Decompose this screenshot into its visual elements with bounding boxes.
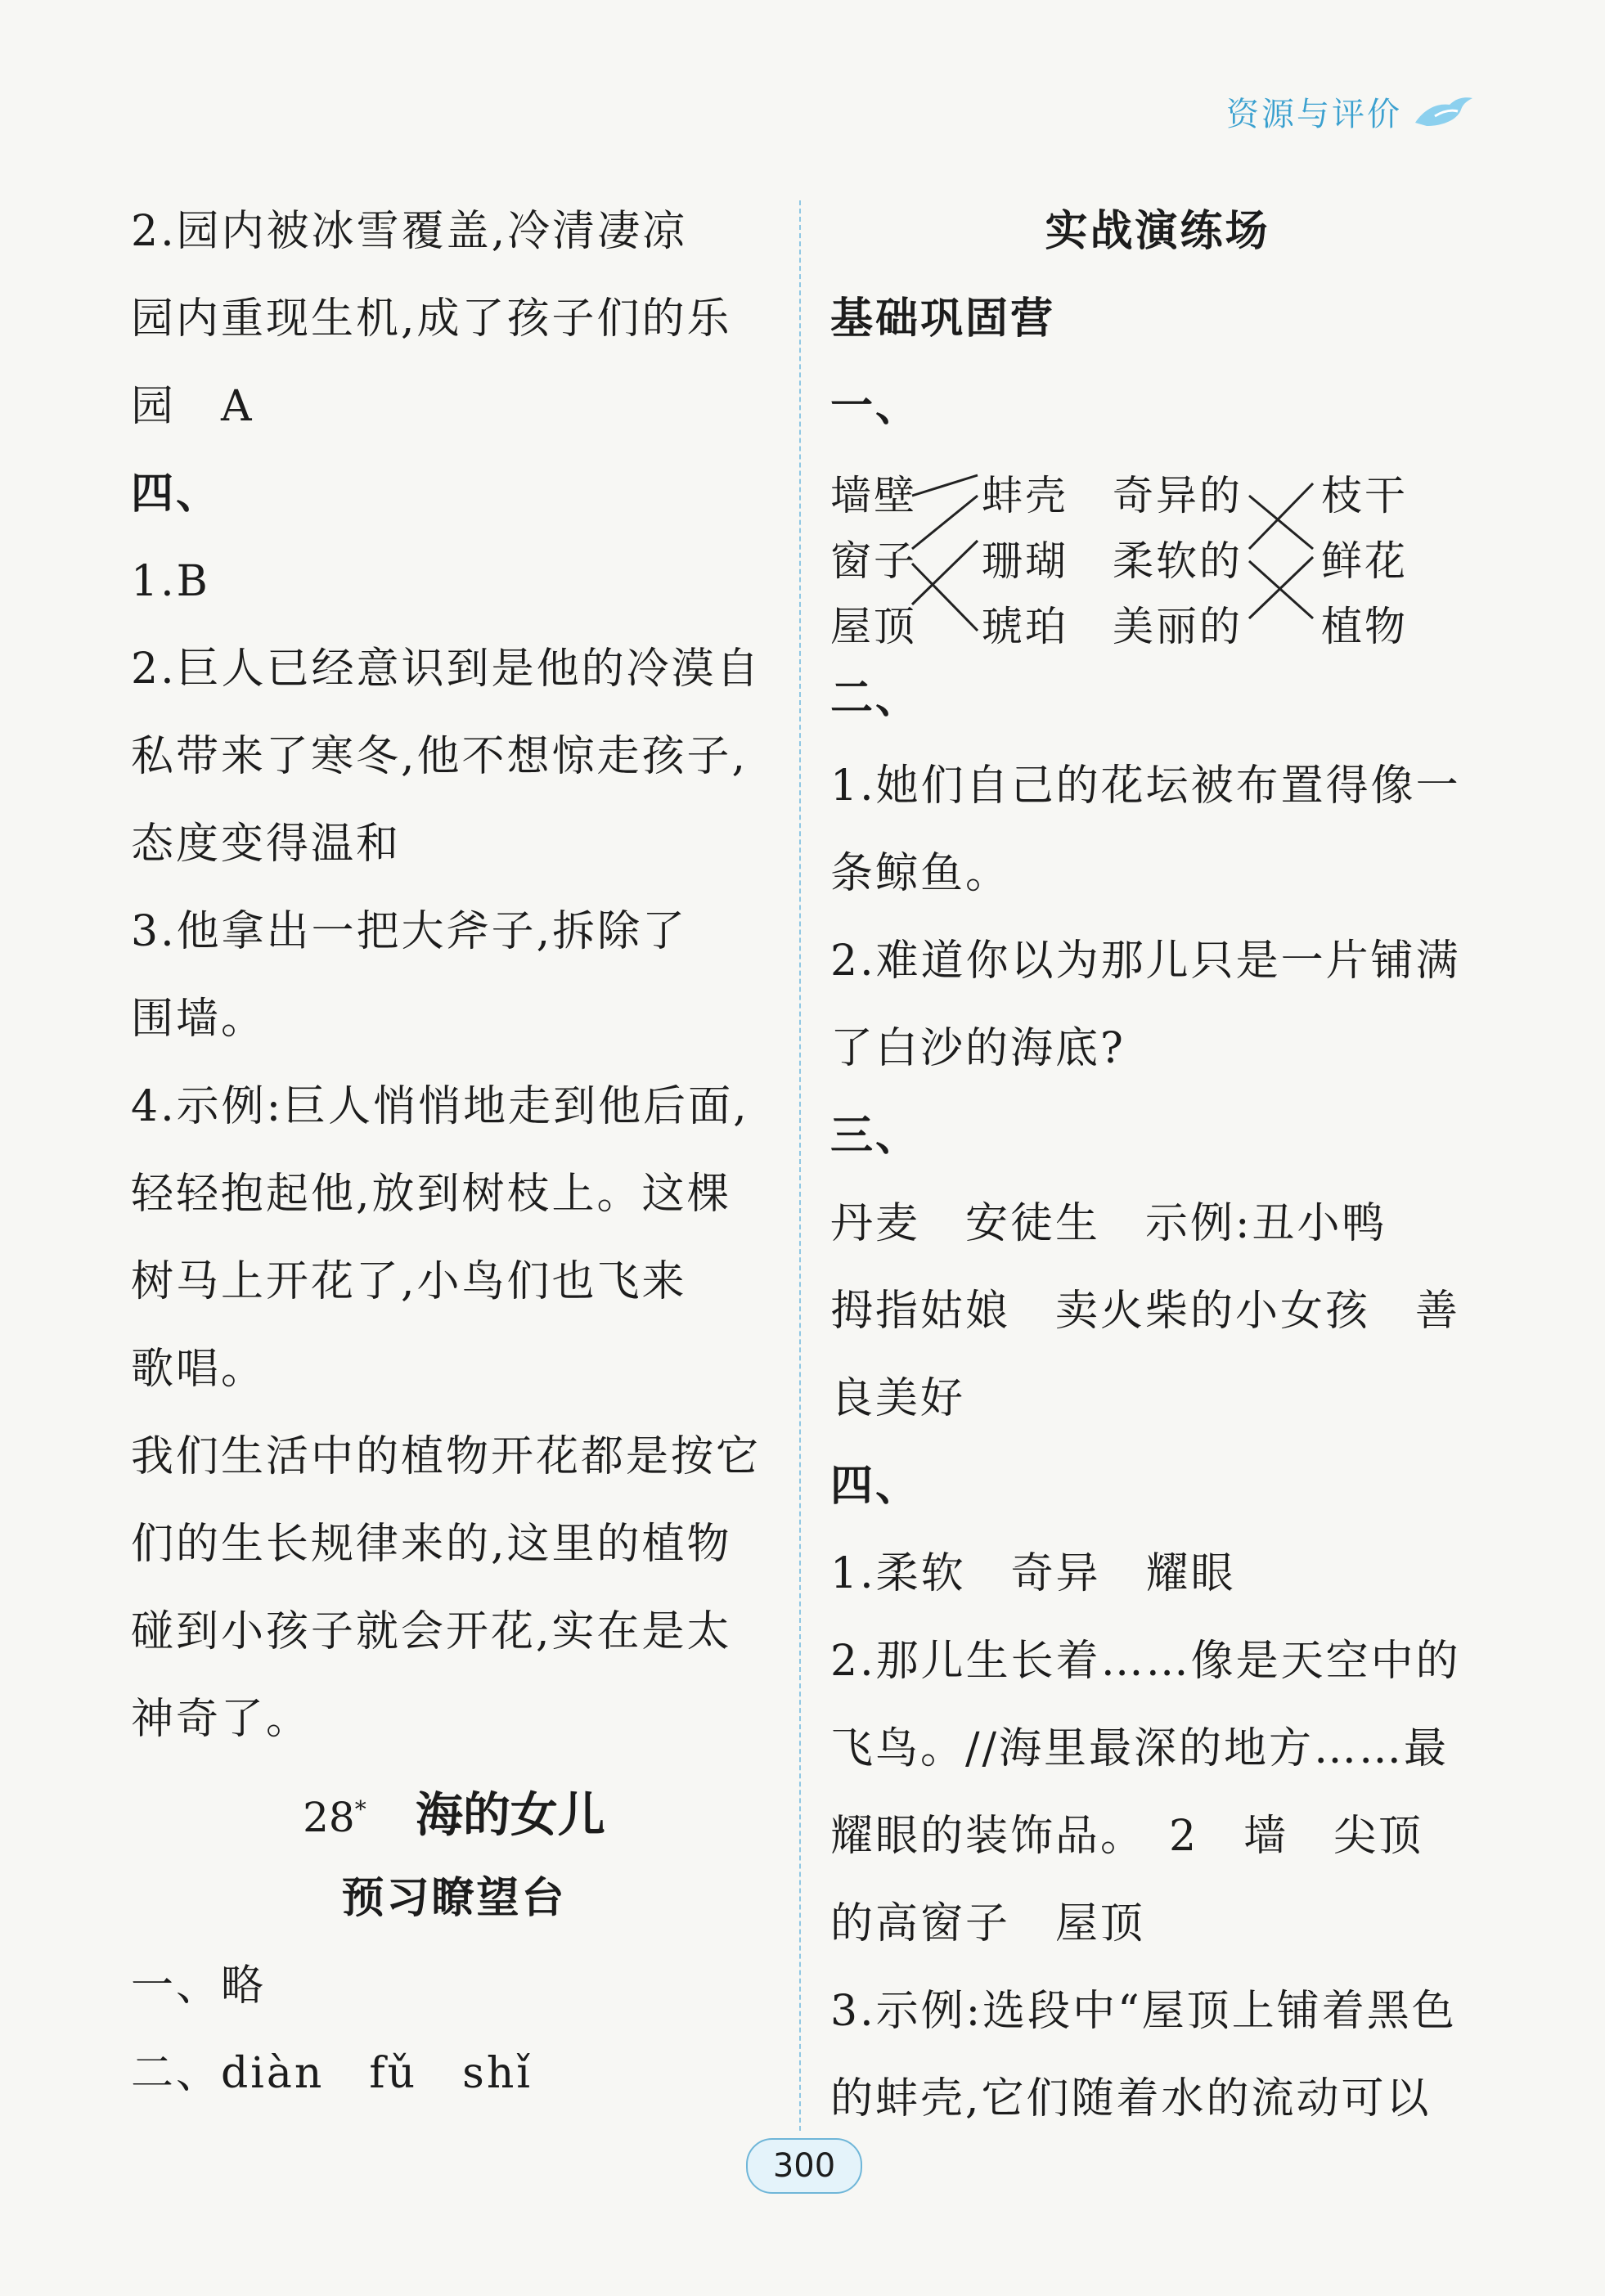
- answer-line: 歌唱。: [131, 1345, 267, 1394]
- answer-line: 拇指姑娘 卖火柴的小女孩 善: [830, 1287, 1461, 1336]
- page-number: 300: [746, 2138, 862, 2194]
- answer-line: 我们生活中的植物开花都是按它: [131, 1432, 762, 1481]
- match-item: 窗子: [830, 537, 917, 585]
- lesson-title: 海的女儿: [415, 1786, 605, 1843]
- question-heading: 一、: [830, 382, 921, 431]
- answer-line: 耀眼的装饰品。 2 墙 尖顶: [830, 1812, 1424, 1861]
- answer-line: 飞鸟。//海里最深的地方……最: [830, 1724, 1450, 1773]
- answer-line: 2.园内被冰雪覆盖,冷清凄凉: [131, 207, 688, 256]
- answer-line: 了白沙的海底?: [830, 1024, 1126, 1073]
- question-heading: 四、: [830, 1462, 921, 1511]
- answer-line: 1.B: [131, 557, 210, 606]
- left-column: [131, 188, 777, 2118]
- matching-exercise: [830, 459, 1485, 655]
- match-item: 植物: [1321, 603, 1408, 650]
- answer-line: 条鲸鱼。: [830, 849, 1011, 898]
- bird-icon: [1410, 92, 1476, 133]
- match-item: 柔软的: [1113, 537, 1243, 585]
- answer-line: 碰到小孩子就会开花,实在是太: [131, 1607, 732, 1656]
- answer-line: 园内重现生机,成了孩子们的乐: [131, 294, 732, 344]
- match-item: 枝干: [1321, 472, 1408, 519]
- lesson-number: 28*: [303, 1793, 366, 1841]
- answer-line: 态度变得温和: [131, 820, 402, 869]
- answer-line: 园 A: [131, 382, 254, 431]
- answer-line: 良美好: [830, 1374, 966, 1423]
- column-divider: [799, 200, 801, 2131]
- sub-title: 基础巩固营: [830, 294, 1056, 344]
- match-item: 屋顶: [830, 603, 917, 650]
- answer-line: 围墙。: [131, 995, 267, 1044]
- answer-line: 一、略: [131, 1961, 267, 2011]
- lesson-title-row: [131, 1764, 777, 1855]
- match-item: 墙壁: [830, 472, 917, 519]
- match-item: 美丽的: [1113, 603, 1243, 650]
- answer-line: 1.柔软 奇异 耀眼: [830, 1549, 1236, 1598]
- answer-line: 的高窗子 屋顶: [830, 1899, 1146, 1948]
- answer-line: 二、diàn fǔ shǐ: [131, 2049, 533, 2098]
- answer-line: 神奇了。: [131, 1695, 312, 1744]
- page-header: [1226, 88, 1476, 135]
- answer-line: 们的生长规律来的,这里的植物: [131, 1520, 732, 1569]
- section-title: 预习瞭望台: [341, 1874, 567, 1923]
- answer-line: 丹麦 安徒生 示例:丑小鸭: [830, 1199, 1387, 1248]
- section-title: 实战演练场: [1045, 207, 1270, 256]
- answer-line: 1.她们自己的花坛被布置得像一: [830, 762, 1461, 811]
- question-heading: 四、: [131, 470, 222, 519]
- answer-line: 2.巨人已经意识到是他的冷漠自: [131, 645, 762, 694]
- answer-line: 4.示例:巨人悄悄地走到他后面,: [131, 1082, 749, 1131]
- match-item: 鲜花: [1321, 537, 1408, 585]
- header-label: 资源与评价: [1226, 96, 1402, 133]
- answer-line: 轻轻抱起他,放到树枝上。这棵: [131, 1170, 732, 1219]
- question-heading: 三、: [830, 1112, 921, 1161]
- answer-line: 2.那儿生长着……像是天空中的: [830, 1637, 1461, 1686]
- answer-line: 3.示例:选段中“屋顶上铺着黑色: [830, 1987, 1457, 2036]
- answer-line: 的蚌壳,它们随着水的流动可以: [830, 2074, 1432, 2123]
- answer-line: 2.难道你以为那儿只是一片铺满: [830, 937, 1461, 986]
- match-item: 奇异的: [1113, 472, 1243, 519]
- match-item: 珊瑚: [982, 537, 1068, 585]
- right-column: [830, 188, 1485, 2143]
- answer-line: 私带来了寒冬,他不想惊走孩子,: [131, 732, 749, 781]
- match-item: 琥珀: [982, 603, 1068, 650]
- question-heading: 二、: [830, 674, 921, 723]
- match-item: 蚌壳: [982, 472, 1068, 519]
- answer-line: 3.他拿出一把大斧子,拆除了: [131, 907, 688, 956]
- answer-line: 树马上开花了,小鸟们也飞来: [131, 1257, 687, 1306]
